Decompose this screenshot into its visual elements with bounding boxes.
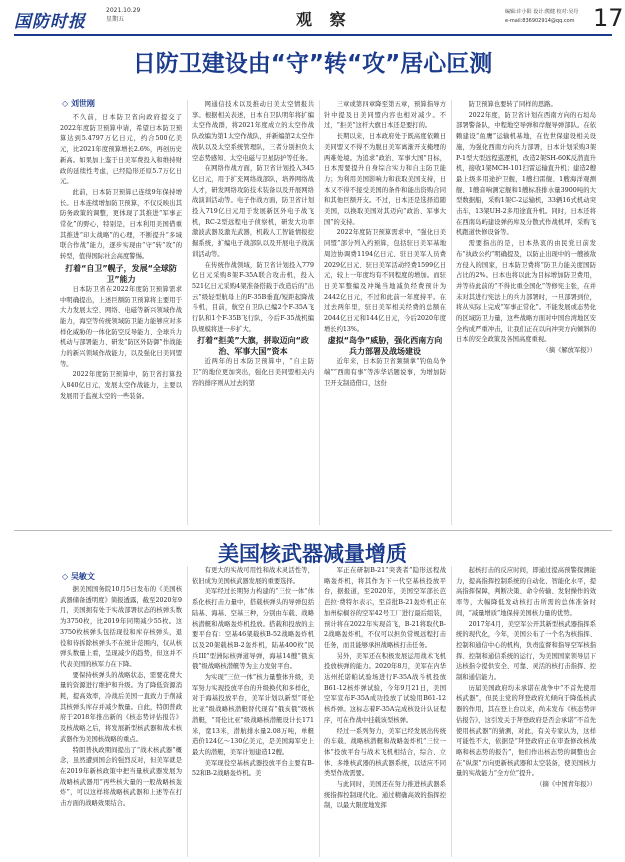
column-divider [451, 100, 452, 525]
editor-email: e-mail:836902914@qq.com [505, 18, 575, 24]
issue-weekday: 星期五 [106, 16, 125, 23]
paragraph: 需要指出的是，日本热衷的由民党日前发布“执政公约”明确提及，以防止出现中的一艘被敌方侵入的国家，日本防卫费将“防卫力能关度国防占比的2%。日本也将以此为目标增加防卫费用，并等待此前的“不得比重全国化”等修宪主张，在并未对其进行宪法上的兵力部署时，一旦部署到位，将从实际上完成“军事正常化”。不能发展或态势化的区域防卫力量，这些战略方面对中国台湾地区安全构成严重冲击，让我们正在以向冲突方向倾斜的日本的安全政策及各国高度重视。 [456, 240, 596, 344]
article1-column-4 [456, 100, 596, 525]
newspaper-logo: 国防时报 [14, 12, 86, 32]
article1-column-1 [60, 113, 182, 525]
paragraph: 防卫预算也要转了同样的思路。 [468, 101, 557, 108]
paragraph: 在网络作战方面，防卫省计划投入345亿日元，用于扩充网络战部队，培养网络战人才，研发网络攻防技术装备以及开展网络战演训活动等。电子作战方面，防卫省计划投入719亿日元用于发展新区外电子战飞机，RC-2型远程电子侦察机，研发大功率激波武器及激光武器，机载人工智能情报挖掘系统，扩编电子战部队以及开展电子战演训活动等。 [192, 165, 314, 258]
subheading: 虚拟“岛争”威胁，强化西南方向兵力部署及战场建设 [327, 336, 443, 357]
masthead-rule [14, 34, 612, 36]
article2-byline: ◇ 吴敏文 [62, 572, 95, 581]
paragraph: 2022年度防卫预算需求中，“强化日美同盟”部分列入约预算，包括驻日美军基地周边协调费1194亿日元、驻日美军人员费2029亿日元、驻日美军活动经费1599亿日元，较上一年度均有不同程度的增加。而驻日美军整编及冲绳当地减负经费预计为2442亿日元，不过和此前一年度持平。在过去两年里，驻日美军相关经费的总额在2044亿日元和144亿日元，今后2020年度增长约13%。 [324, 229, 446, 333]
paragraph: 另外，美军还在积极发展运用战术飞机投放核弹的能力。2020年8月，美军在内华达州托诺帕试验场进行F-35A战斗机投放B61-12核炸弹试验，今年9月21日，美国空军宣布F-35A成功投放了试验用B61-12核炸弹。这标志着F-35A完成核设计认证程序，可在作战中挂载该型核弹。 [324, 652, 446, 724]
paragraph: 在传统作战领域，防卫省计划投入779亿日元采购8架F-35A联合攻击机，投入521亿日元采购4架准备搭载于改造后的“出云”级轻型航母上的F-35B垂直/短距起降战斗机，目前，航空自卫队已编2个F-35A飞行队和1个F-35B飞行队，今后F-35战机编队规模将进一步扩大。 [192, 261, 314, 333]
column-divider [451, 566, 452, 857]
section-title: 观 察 [296, 10, 352, 29]
paragraph: 日本防卫省在2022年度防卫预算需求中明确提出，上述巨额防卫预算将主要用于大力发展太空、网络、电磁等新兴领域作战能力，海空等传统领域防卫能力能够应对多样化威胁的一体化防空反导能力、全球兵力机动与部署能力、研发“防区外防御”作战能力的新兴领域作战能力，以及强化日美同盟等。 [60, 285, 182, 368]
column-divider [187, 100, 188, 525]
paragraph: 不久前，日本防卫省向政府提交了2022年度防卫预算申请，希望日本防卫预算达到5.4797万亿日元，约合500亿美元，比2021年度预算增长2.6%，再创历史新高。如果加上鉴于日美军费投入和维持财政的延续性考虑，已经隐形还原5.7万亿日元。 [60, 114, 182, 186]
subheading: 打着“拒美”大旗，拼取迈向“政治、军事大国”资本 [197, 336, 309, 357]
paragraph: 特朗普执政期间提出了“战术核武器”概念，虽然遭到国会的强烈反对，但美军就是在2019年新核政策中把当量核武器发展为战略核武器用“再些核大量的一般战略核轰炸”，可以这样将战略核武器和上述等在打击方面的战略效果结合。 [60, 746, 182, 808]
article2-column-2 [192, 566, 314, 857]
article2-column-1 [60, 585, 182, 857]
paragraph: 美军现役空基核武器投放平台主要有B-52和B-2战略轰炸机。美 [192, 759, 314, 778]
article1-column-2 [192, 100, 314, 525]
source-signature: （摘《中国青年报》） [536, 781, 596, 789]
subheading: 打着“自卫”幌子，发展“全球防卫”能力 [65, 263, 177, 284]
column-divider [319, 566, 320, 857]
issue-date: 2021.10.29 [106, 7, 141, 14]
paragraph: 为实现“三位一体”核力量整体升级，美军努力实现投放平台的升级换代和多样化，对于海基投放平台，美军计划以新型“哥伦比亚”级战略核潜艇替代现有“俄亥俄”级核潜艇，“哥伦比亚”级战略核潜艇设计长171米，宽13米，潜航排水量2.08万吨，单艇造价124亿～130亿美元，是美国海军史上最大的潜艇，美军计划建造12艘。 [192, 674, 314, 756]
paragraph: 网通信技术以及推动日美太空情报共享。根据相关表述，日本自卫队明年将扩编太空作战群，将2021年度成立的太空作战队改编为第1太空作战队，并新编第2太空作战队以及太空系统管理队，三者分别担负太空态势感知、太空电磁与卫星防护等任务。 [192, 101, 314, 162]
article1-byline: ◇ 刘世刚 [62, 99, 95, 108]
paragraph: 近两年的日本防卫预算中，“自主防卫”的地位更加突出，强化日美同盟相关内容的排序则从过去的第 [192, 358, 314, 387]
paragraph: 2022年度防卫预算中，防卫省打算投入840亿日元，发展太空作战能力，主要以发展用于监视太空的一些装备。 [60, 371, 182, 400]
paragraph: 近年来，日本防卫省频频拿“钓鱼岛争端”“西南有事”等涉华话题说事，为增加防卫开支制造借口，这份 [324, 358, 446, 387]
paragraph: 与此同时，美国还在努力推进核武器系统指挥控制现代化。通过精确高效的指挥控制，以最大限度地发挥 [324, 781, 446, 810]
article-separator [14, 530, 612, 531]
paragraph: 历届美国政府均未承诺在战争中“不首先使用核武器”，但民主党的拜登政府尤倾向于降低核武器的作用，其在登上台以来，尚未发布《核态势评估报告》，这引发关于拜登政府是否会承诺“不首先使用核武器”的猜测，对此，有关专家认为，这样可能性不大，依据是“拜登政府正在审查修改核战略和核态势的报告”，他们作出核态势的调整也会在“纵深”方向更新核武器和太空装备，使美国核力量的实战能力“全方位”提升。 [456, 684, 596, 778]
column-divider [319, 100, 320, 525]
paragraph: 有更大的实战可用性和战术灵活性等，依旧成为美国核武器发展的重要选择。 [192, 567, 314, 585]
column-divider [187, 566, 188, 857]
article2-headline: 美国核武器减量增质 [218, 542, 407, 566]
editor-credits [505, 8, 578, 26]
paragraph: 要保持核弹头的战略状态，需要花费大量的资源进行维护和升级。为了降低资源消耗，提高效率，冷战后美国一直致力于削减其核弹头库存并减少数量。自此，特朗普政府于2018年推出新的《核态势评估报告》及核战略之后，将发展新型核武器和战术核武器作为美国核战略的重点。 [60, 671, 182, 743]
paragraph: 此前，日本防卫预算已连续9年保持增长。日本连续增加防卫预算，不仅反映出其防务政策的调整，更体现了其推进“军事正常化”的野心，特别是，日本利用美国借重其推进“印太战略”的心理，不断提升“多域联合作战”能力，逐步实现由“守”转“攻”的转型，值得国际社会高度警惕。 [60, 188, 182, 261]
editor-names: 编辑:许小阳 设计:熊健 校对:吴丹 [505, 9, 579, 15]
article2-column-3 [324, 566, 446, 857]
paragraph: 2022年度，防卫省计划在西南方向的石垣岛部署警备队，中程地空导弹和岸舰导弹部队。在依赖建设“鱼鹰”运输机基地，在佐世保建设相关设施，为强化西南方向兵力部署，日本计划采购3架P-1型大型远程巡逻机，改造2架SH-60K反潜直升机，接收1架MCH-101扫雷运输直升机；建造2艘最上级多用途护卫舰，1艘扫雷舰、1艘海洋观测舰、1艘音响测定舰和1艘标准排水量3900吨的大型数据船，采购1架C-2运输机，33辆16式机动突击车，13架UH-2多用途直升机。同时，日本还将在西南岛屿建设弹药库及分散式作战机坪，采购飞机跑道快修设备等。 [456, 111, 596, 237]
paragraph: 军正在研制B-21“突袭者”隐形远程战略轰炸机，将其作为下一代空基核投放平台，据报道，至2020年，美国空军部长芭芭拉·费特尔表示，至首批B-21轰炸机正在加州棕榈谷的空军42号工厂进行最后组装，预计将在2022年实现首飞，B-21将取代B-2战略轰炸机，不仅可以担负常规远程打击任务，而且能够承担战略核打击任务。 [324, 567, 446, 649]
paragraph: 据美国国务院10月5日发布的《美国核武器储备透明度》简报透露，截至2020年9月，美国拥有处于实战部署状态的核弹头数为3750枚，比2019年同期减少55枚。这3750枚核弹头包括现役和库存核弹头，退役和待拆除核弹头不在统计范围内，仅从核弹头数量上看，呈现减少的趋势，但这并不代表美国的核军力在下降。 [60, 586, 182, 668]
issue-date-block [106, 6, 140, 24]
article2-column-4 [456, 566, 596, 857]
page-number: 17 [593, 4, 624, 32]
article1-column-3 [324, 100, 446, 525]
source-signature: （摘《解放军报》） [542, 347, 596, 355]
paragraph: 美军经过长期努力构建的“三位一体”体系化核打击力量中，搭载核弹头的导弹包括陆基、海基、空基三种，分别由车载、战略核潜艇和战略轰炸机投放。搭载和投放的主要平台有：空基46架载核B-52战略轰炸机以及20架载核B-2轰炸机，陆基400枚“民兵III”型洲际核弹道导弹，海基14艘“俄亥俄”级战略核潜艇等为主力发射平台。 [192, 588, 314, 671]
paragraph: 三章或第四章降至第五章，预算指导方针中提及日美同盟内容也相对减少。不过，“拒美”这杆大旗日本还是要打的。 [324, 101, 446, 130]
paragraph: 长期以来，日本政府处于既高度依赖日美同盟又不得不为脱日美军离渐开支掩埋的两难处境。为追求“政治、军事大国”目标，日本需要提升自身综合实力和自主防卫能力；为利用美国影响力和获取美国支持，日本又不得不接受美国的条件和能出资购合同和其他巨额开支。不过，日本还是选择追随美国，以换取美国对其迈向“政治、军事大国”的支持。 [324, 133, 446, 226]
masthead [0, 0, 625, 36]
article1-headline: 日防卫建设由“守”转“攻”居心叵测 [132, 51, 493, 77]
paragraph: 经过一系列努力，美军已经发展出传统的车载、战略核潜艇和战略轰炸机“三位一体”投放平台与战术飞机相结合，综合、立体、多维核武器的核武器系统，以适应不同类型作战需要。 [324, 727, 446, 778]
paragraph: 2017年4月，美空军公开其新型核武器指挥系统的现代化，今年，美国公布了一个名为核指挥、控制和通信中心的机构，负责监督和指导空军核指挥、控制和通信系统的运行，为美国国家领导层下达核指令提供安全、可靠、灵活的核打击指挥、控制和通信能力。 [456, 620, 596, 682]
paragraph: 起核打击的反应时间，即通过提高预警探测能力，提高指挥控制系统的自动化、智能化水平，提高指挥保障，判断决策、命令传输、发射操作的效率等，大幅降低发动核打击所需的总体准备时间，“减量增质”地保持美国核力量的优势。 [456, 567, 596, 617]
